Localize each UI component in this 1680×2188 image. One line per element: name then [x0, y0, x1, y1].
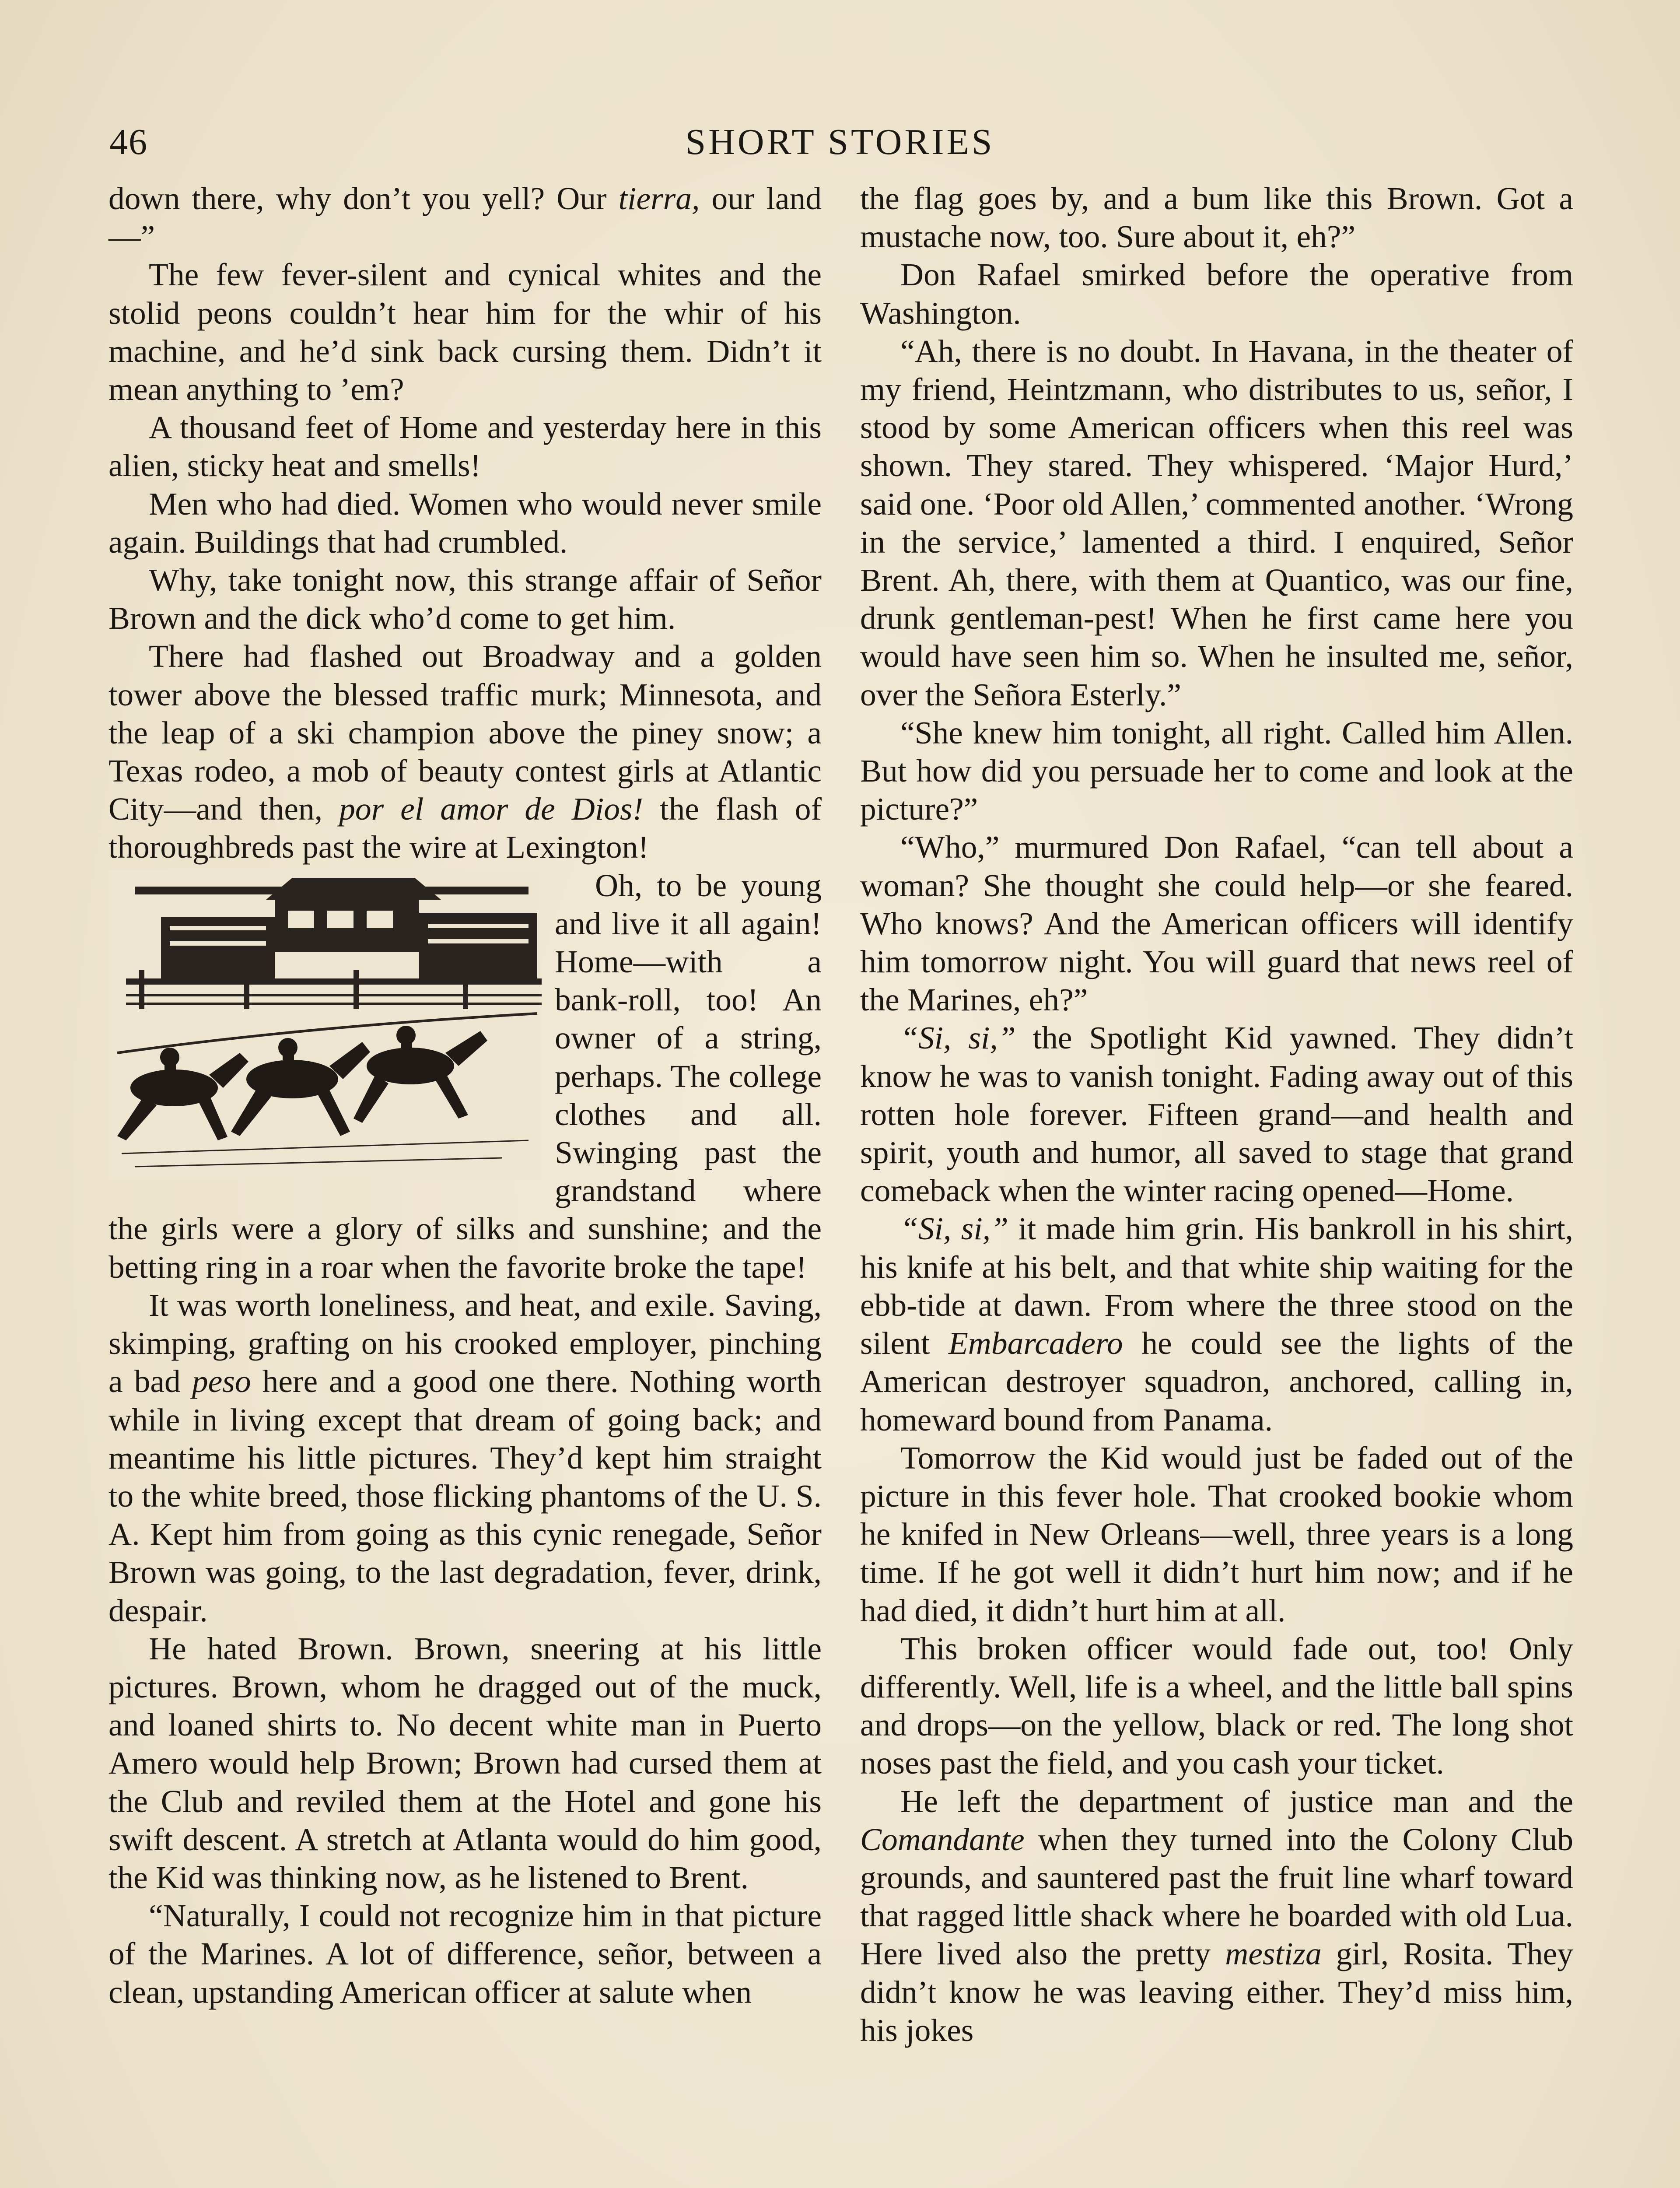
left-paragraph-7: Oh, to be young and live it all again! Home—with a bank-roll, too! An owner of a string, perhaps. The college clothes and all. Swinging past the grandstand where the girls were a glory of silks and sunshine; and the betting ring in a roar when the favorite broke the tape! — [108, 867, 822, 1285]
left-paragraph-5: Why, take tonight now, this strange affair of Señor Brown and the dick who’d come to get him. — [108, 562, 822, 636]
right-paragraph-4: “She knew him tonight, all right. Called him Allen. But how did you persuade her to come and look at the picture?” — [860, 715, 1573, 827]
right-paragraph-10: He left the department of justice man and the Comandante when they turned into the Colony Club grounds, and sauntered past the fruit line wharf toward that ragged little shack where he boarded with old Lua. Here lived also the pretty mestiza girl, Rosita. They didn’t know he was leaving either. They’d miss him, his jokes — [860, 1783, 1573, 2048]
right-paragraph-8: Tomorrow the Kid would just be faded out of the picture in this fever hole. That crooked bookie whom he knifed in New Orleans—well, three years is a long time. If he got well it didn’t hurt him now; and if he had died, it didn’t hurt him at all. — [860, 1440, 1573, 1628]
page-number: 46 — [109, 122, 148, 162]
running-head: SHORT STORIES — [685, 122, 995, 162]
left-paragraph-10: “Naturally, I could not recognize him in that picture of the Marines. A lot of difference, señor, between a clean, upstanding American officer at salute when — [108, 1898, 822, 2010]
left-paragraph-4: Men who had died. Women who would never smile again. Buildings that had crumbled. — [108, 486, 822, 560]
right-paragraph-6: “Si, si,” the Spotlight Kid yawned. They didn’t know he was to vanish tonight. Fading away out of this rotten hole forever. Fifteen grand—and health and spirit, youth and humor, all saved to stage that grand comeback when the winter racing opened—Home. — [860, 1020, 1574, 1209]
right-paragraph-5: “Who,” murmured Don Rafael, “can tell about a woman? She thought she could help—or she feared. Who knows? And the American officers will identify him tomorrow night. You will guard that news reel of the Marines, eh?” — [860, 829, 1573, 1018]
right-paragraph-1: the flag goes by, and a bum like this Brown. Got a mustache now, too. Sure about it, eh?” — [860, 181, 1573, 255]
left-paragraph-9: He hated Brown. Brown, sneering at his little pictures. Brown, whom he dragged out of the muck, and loaned shirts to. No decent white man in Puerto Amero would help Brown; Brown had cursed them at the Club and reviled them at the Hotel and gone his swift descent. A stretch at Atlanta would do him good, the Kid was thinking now, as he listened to Brent. — [108, 1630, 822, 1895]
left-paragraph-2: The few fever-silent and cynical whites and the stolid peons couldn’t hear him for the whir of his machine, and he’d sink back cursing them. Didn’t it mean anything to ’em? — [108, 257, 822, 407]
right-paragraph-9: This broken officer would fade out, too! Only differently. Well, life is a wheel, and the little ball spins and drops—on the yellow, black or red. The long shot noses past the field, and you cash your ticket. — [860, 1630, 1573, 1781]
horse-race-illustration — [108, 869, 542, 1180]
right-column — [860, 179, 1573, 2049]
right-paragraph-3: “Ah, there is no doubt. In Havana, in the theater of my friend, Heintzmann, who distributes to us, señor, I stood by some American officers when this reel was shown. They stared. They whispered. ‘Major Hurd,’ said one. ‘Poor old Allen,’ commented another. ‘Wrong in the service,’ lamented a third. I enquired, Señor Brent. Ah, there, with them at Quantico, was our fine, drunk gentleman-pest! When he first came here you would have seen him so. When he insulted me, señor, over the Señora Esterly.” — [860, 333, 1573, 712]
left-paragraph-8: It was worth loneliness, and heat, and exile. Saving, skimping, grafting on his crooked employer, pinching a bad peso here and a good one there. Nothing worth while in living except that dream of going back; and meantime his little pictures. They’d kept him straight to the white breed, those flicking phantoms of the U. S. A. Kept him from going as this cynic renegade, Señor Brown was going, to the last degradation, fever, drink, despair. — [108, 1287, 822, 1628]
right-paragraph-2: Don Rafael smirked before the operative from Washington. — [860, 257, 1573, 331]
left-paragraph-6: There had flashed out Broadway and a golden tower above the blessed traffic murk; Minnesota, and the leap of a ski champion above the piney snow; a Texas rodeo, a mob of beauty contest girls at Atlantic City—and then, por el amor de Dios! the flash of thoroughbreds past the wire at Lexington! — [108, 638, 822, 865]
horse-race-grandstand-icon — [108, 869, 542, 1180]
left-paragraph-1: down there, why don’t you yell? Our tierra, our land—” — [108, 181, 822, 255]
left-column — [108, 179, 822, 2011]
left-paragraph-3: A thousand feet of Home and yesterday here in this alien, sticky heat and smells! — [108, 410, 822, 484]
page-header — [105, 118, 1575, 171]
right-paragraph-7: “Si, si,” it made him grin. His bankroll in his shirt, his knife at his belt, and that white ship waiting for the ebb-tide at dawn. From where the three stood on the silent Embarcadero he could see the lights of the American destroyer squadron, anchored, calling in, homeward bound from Panama. — [860, 1211, 1573, 1438]
